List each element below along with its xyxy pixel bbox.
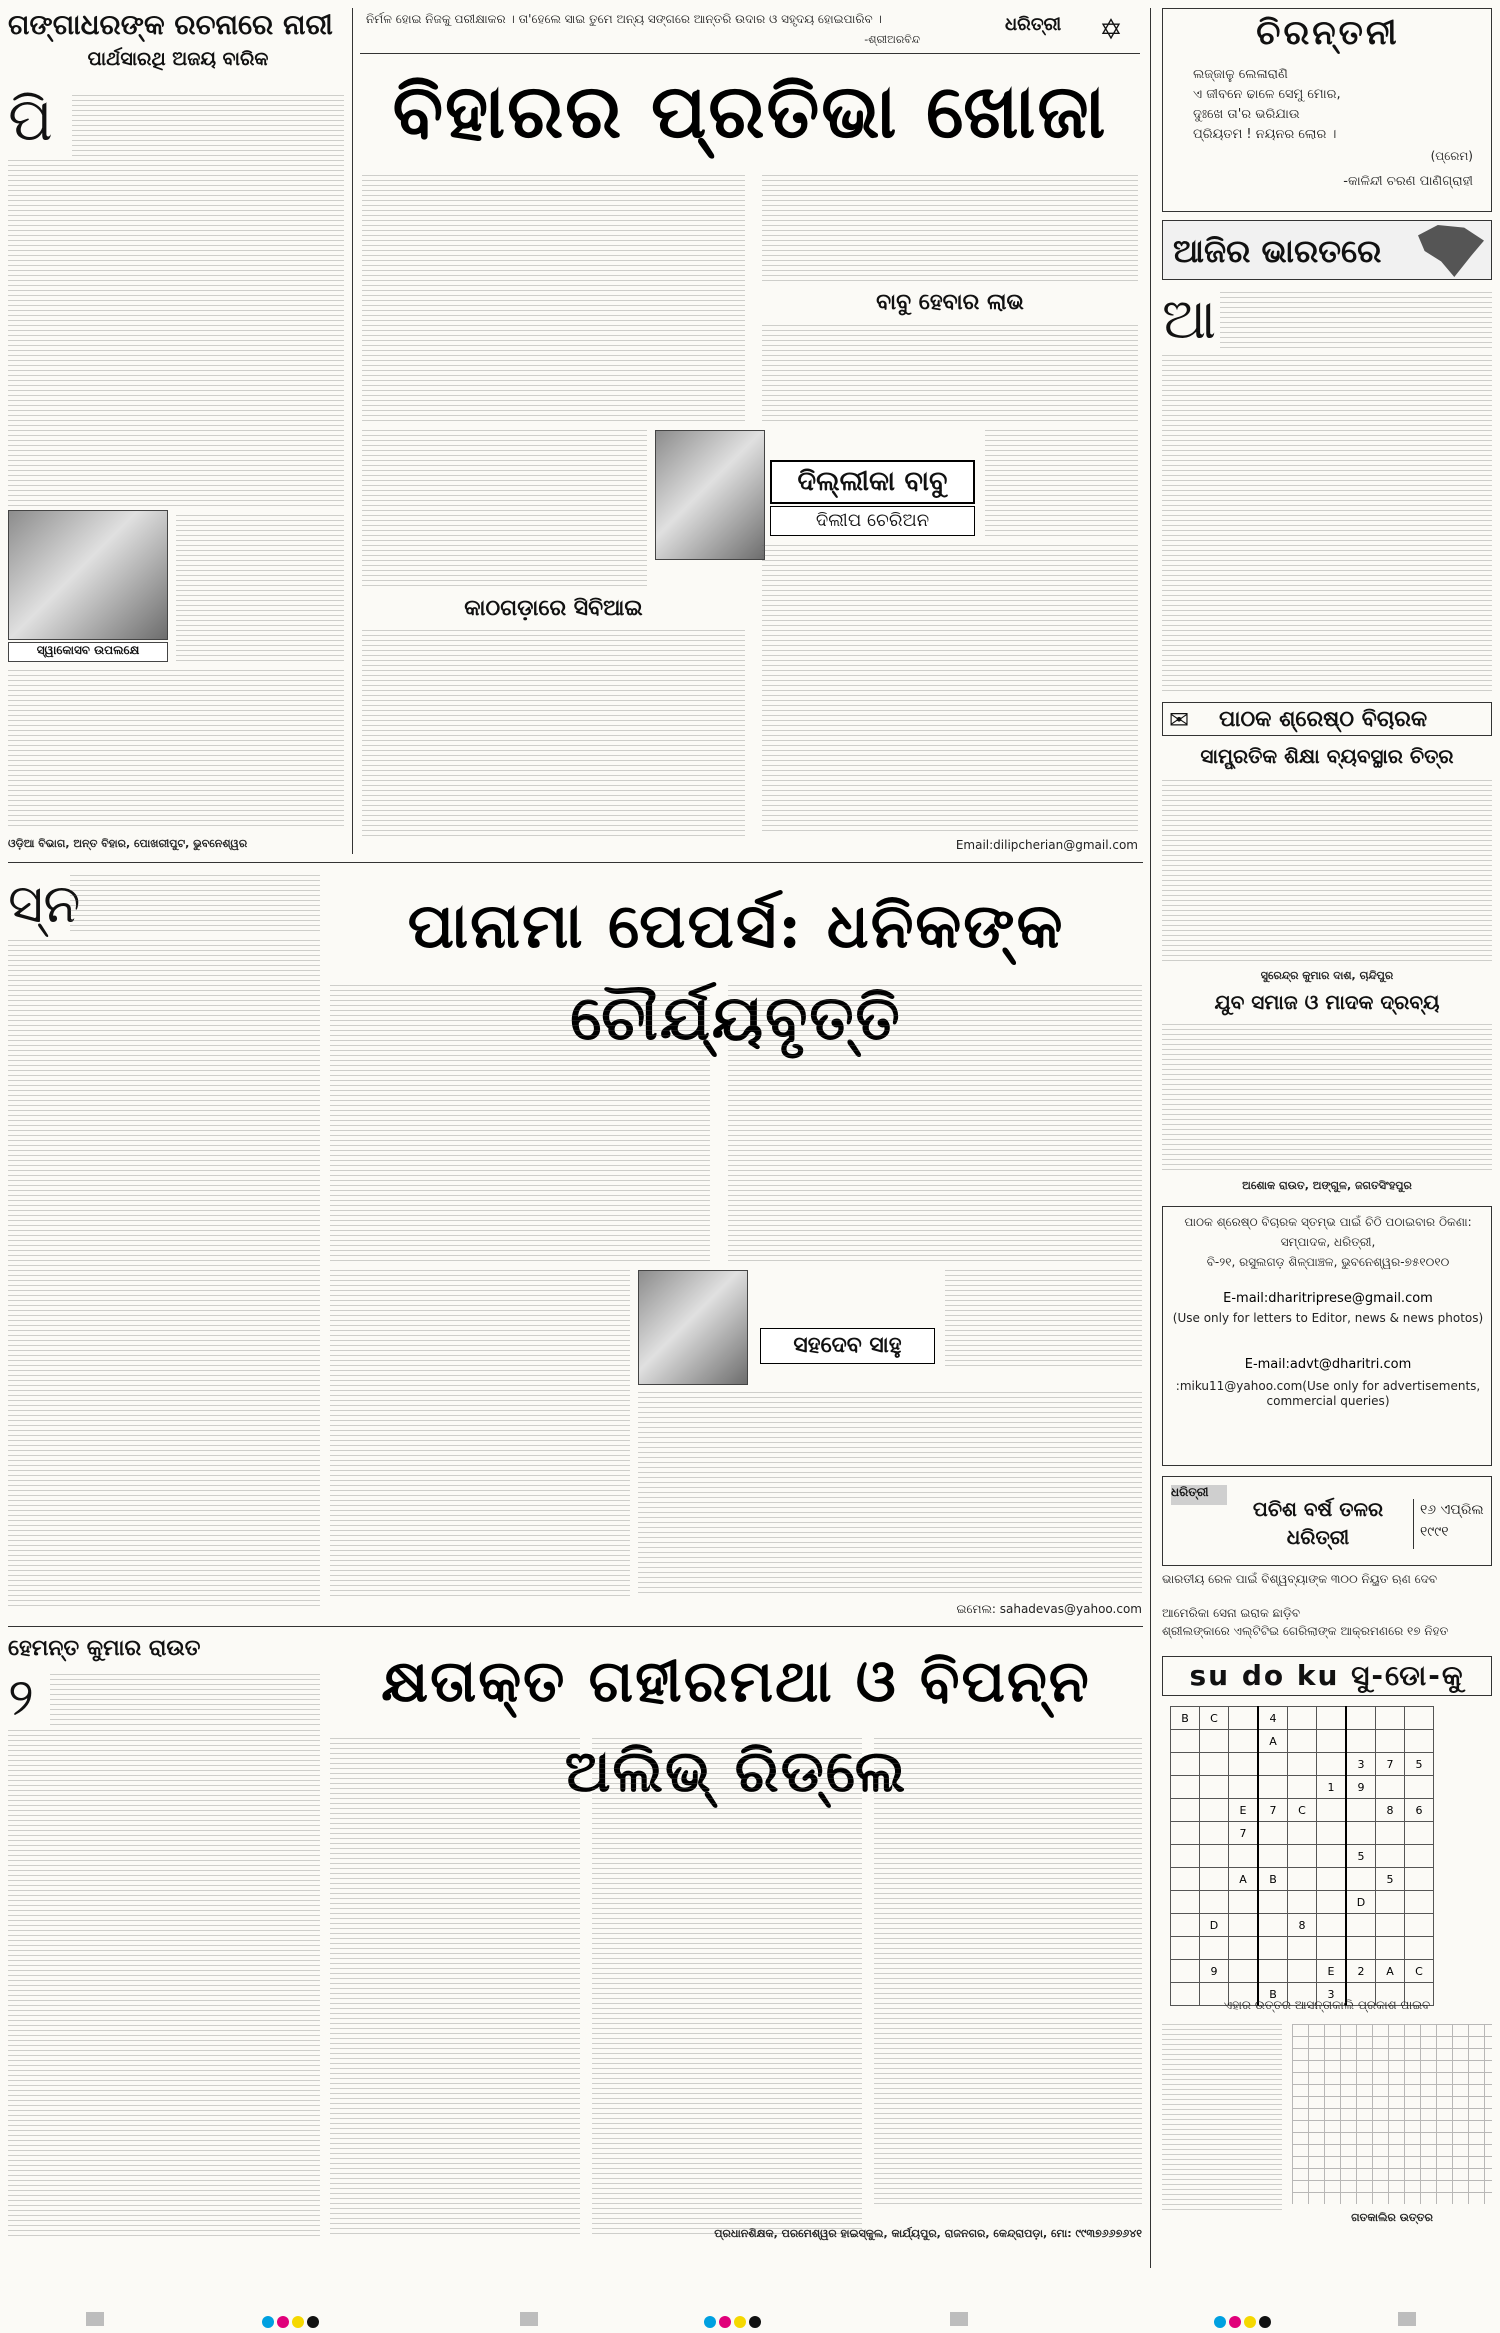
sudoku-cell: [1288, 1822, 1317, 1845]
sudoku-cell: [1258, 1891, 1288, 1914]
dharitri-mini-logo: ଧରିତ୍ରୀ: [1171, 1485, 1227, 1505]
sudoku-cell: [1171, 1914, 1200, 1937]
sudoku-cell: [1317, 1868, 1347, 1891]
sudoku-cell: [1171, 1868, 1200, 1891]
star-logo-icon: ✡: [1099, 13, 1123, 46]
sudoku-cell: A: [1376, 1960, 1405, 1983]
sudoku-cell: 8: [1288, 1914, 1317, 1937]
sudoku-cell: [1376, 1707, 1405, 1730]
sudoku-cell: [1288, 1960, 1317, 1983]
lead-body-lines: [362, 175, 745, 425]
quote-attribution: -ଶ୍ରୀଅରବିନ୍ଦ: [864, 33, 920, 46]
sudoku-cell: [1376, 1845, 1405, 1868]
sudoku-cell: A: [1258, 1730, 1288, 1753]
sudoku-cell: [1346, 1730, 1376, 1753]
sudoku-row: [1171, 1822, 1434, 1845]
print-mark: [520, 2312, 538, 2326]
sudoku-cell: [1376, 1937, 1405, 1960]
section-divider: [8, 862, 1143, 863]
sudoku-row: [1171, 1776, 1434, 1799]
sudoku-cell: [1346, 1868, 1376, 1891]
chirantani-box: [1162, 8, 1492, 212]
sudoku-cell: [1346, 1707, 1376, 1730]
sudoku-note: ଏହାର ଉତ୍ତର ଆସନ୍ତାକାଲି ପ୍ରକାଶ ପାଇବ: [1223, 1998, 1431, 2012]
lead-body-lines: [762, 545, 1138, 835]
bottom-author: ହେମନ୍ତ କୁମାର ରାଉତ: [8, 1636, 201, 1661]
letter-author: ସୁରେନ୍ଦ୍ର କୁମାର ଦାଶ, ଚାନ୍ଦିପୁର: [1260, 969, 1394, 982]
sudoku-cell: [1317, 1730, 1347, 1753]
sudoku-cell: 5: [1346, 1845, 1376, 1868]
letter-title: ସାମ୍ପ୍ରତିକ ଶିକ୍ଷା ବ୍ୟବସ୍ଥାର ଚିତ୍ର: [1200, 744, 1454, 768]
sudoku-cell: A: [1229, 1868, 1259, 1891]
lead-body-lines: [362, 430, 647, 590]
sudoku-cell: [1405, 1730, 1434, 1753]
bottom-body-lines: [592, 1738, 862, 2238]
sudoku-cell: [1288, 1707, 1317, 1730]
india-map-icon: [1418, 225, 1484, 277]
panama-body-lines: [330, 1270, 630, 1600]
sudoku-cell: 2: [1346, 1960, 1376, 1983]
bottom-footer: ପ୍ରଧାନଶିକ୍ଷକ, ପରମେଶ୍ୱର ହାଇସ୍କୁଲ, କାର୍ଯ୍ୟପୁର, ରାଜନଗର, କେନ୍ଦ୍ରାପଡ଼ା, ମୋ: ୯୯୩୭୬୬୭୬୪୧: [714, 2227, 1142, 2240]
sudoku-cell: [1171, 1776, 1200, 1799]
sudoku-cell: 9: [1346, 1776, 1376, 1799]
article-footer: ଓଡ଼ିଆ ବିଭାଗ, ଅନ୍ତ ବିହାର, ପୋଖରୀପୁଟ, ଭୁବନେଶ୍ୱର: [8, 837, 248, 850]
sudoku-cell: [1258, 1822, 1288, 1845]
sudoku-cell: [1200, 1868, 1229, 1891]
sudoku-cell: [1229, 1753, 1259, 1776]
panama-headline: ପାନାମା ପେପର୍ସ: ଧନିକଙ୍କ ଚୌର୍ଯ୍ୟବୃତ୍ତି: [407, 889, 1065, 1054]
drop-cap: ପି: [8, 85, 53, 155]
panama-body-lines: [8, 940, 320, 1610]
sudoku-cell: 1: [1317, 1776, 1347, 1799]
sudoku-cell: 7: [1258, 1799, 1288, 1822]
sudoku-cell: [1317, 1845, 1347, 1868]
sudoku-cell: [1200, 1845, 1229, 1868]
contact-line: ବି-୨୧, ରସୁଲଗଡ଼ ଶିଳ୍ପାଞ୍ଚଳ, ଭୁବନେଶ୍ୱର-୭୫୧୦୧୦: [1206, 1255, 1450, 1269]
print-mark: [1398, 2312, 1416, 2326]
sudoku-cell: [1171, 1960, 1200, 1983]
right-body-lines: [1162, 355, 1492, 695]
column-divider: [1150, 8, 1151, 2268]
columnist-photo: [655, 430, 765, 560]
letter-body-lines: [1162, 780, 1492, 965]
quote-text: ନିର୍ମଳ ହୋଇ ନିଜକୁ ପରୀକ୍ଷାକର । ତା'ହେଲେ ସାଇ ତୁମେ ଅନ୍ୟ ସଙ୍ଗରେ ଆନ୍ତରି ଉଦାର ଓ ସହୃଦୟ ହୋଇପାରିବ ।: [366, 12, 882, 26]
article-title: ଗଙ୍ଗାଧରଙ୍କ ରଚନାରେ ନାରୀ: [8, 8, 333, 41]
poem-line: ପ୍ରିୟତମ ! ନୟନର ଲୋର ।: [1193, 127, 1337, 142]
letter-title: ଯୁବ ସମାଜ ଓ ମାଦକ ଦ୍ରବ୍ୟ: [1214, 990, 1440, 1014]
poet-name: -କାଳିନ୍ଦୀ ଚରଣ ପାଣିଗ୍ରାହୀ: [1343, 174, 1473, 189]
letter-body-lines: [1162, 1024, 1492, 1174]
sudoku-cell: [1405, 1776, 1434, 1799]
sudoku-row: [1171, 1707, 1434, 1730]
right-body-lines: [1220, 292, 1492, 352]
article-body-lines: [8, 670, 344, 830]
contact-box: [1162, 1206, 1492, 1466]
sudoku-cell: C: [1288, 1799, 1317, 1822]
pathaka-title: ପାଠକ ଶ୍ରେଷ୍ଠ ବିଚାରକ: [1219, 707, 1428, 732]
sudoku-cell: [1317, 1937, 1347, 1960]
column-author: ଦିଲୀପ ଚେରିଅନ: [770, 506, 975, 536]
sudoku-cell: [1200, 1776, 1229, 1799]
sudoku-cell: [1258, 1753, 1288, 1776]
solution-caption: ଗତକାଲିର ଉତ୍ତର: [1351, 2211, 1433, 2224]
lead-body-lines: [762, 325, 1138, 425]
sudoku-cell: [1229, 1937, 1259, 1960]
contact-line: ସମ୍ପାଦକ, ଧରିତ୍ରୀ,: [1280, 1235, 1376, 1249]
sudoku-cell: C: [1200, 1707, 1229, 1730]
sudoku-cell: [1346, 1937, 1376, 1960]
subhead-babu: ବାବୁ ହେବାର ଲାଭ: [876, 290, 1024, 315]
sudoku-cell: [1288, 1753, 1317, 1776]
drop-cap: ଆ: [1162, 287, 1217, 352]
pachisa-title: ପଚିଶ ବର୍ଷ ତଳର ଧରିତ୍ରୀ: [1252, 1497, 1384, 1549]
columnist-email: Email:dilipcherian@gmail.com: [955, 838, 1138, 852]
envelope-icon: ✉: [1169, 706, 1190, 734]
article-body-lines: [8, 160, 72, 510]
sudoku-cell: [1317, 1799, 1347, 1822]
previous-solution-grid: [1292, 2024, 1492, 2204]
sudoku-row: [1171, 1868, 1434, 1891]
bottom-body-lines: [874, 1738, 1142, 2208]
sudoku-cell: [1229, 1707, 1259, 1730]
poem-line: ଏ ଜୀବନେ ଢାଳେ ସେମୁ ମୋର,: [1193, 87, 1341, 102]
sudoku-cell: [1229, 1776, 1259, 1799]
sudoku-cell: [1229, 1845, 1259, 1868]
drop-cap: ସ୍ନ: [8, 872, 81, 935]
sudoku-cell: D: [1346, 1891, 1376, 1914]
sudoku-cell: [1346, 1799, 1376, 1822]
bottom-headline: କ୍ଷତାକ୍ତ ଗହୀରମଥା ଓ ବିପନ୍ନ ଅଲିଭ୍ ରିଡ୍‌ଲେ: [381, 1647, 1091, 1805]
sudoku-cell: [1405, 1868, 1434, 1891]
sudoku-row: [1171, 1730, 1434, 1753]
sudoku-title: su do ku ସୁ-ଡୋ-କୁ: [1162, 1656, 1492, 1696]
sudoku-cell: [1376, 1914, 1405, 1937]
sudoku-cell: [1288, 1776, 1317, 1799]
sudoku-cell: [1258, 1914, 1288, 1937]
sudoku-cell: [1376, 1891, 1405, 1914]
sudoku-cell: [1376, 1822, 1405, 1845]
sudoku-cell: 6: [1405, 1799, 1434, 1822]
sudoku-cell: [1171, 1822, 1200, 1845]
advt-email-link[interactable]: E-mail:advt@dharitri.com: [1244, 1357, 1412, 1372]
lead-body-lines: [762, 175, 1138, 285]
drop-cap: ୨: [8, 1668, 34, 1728]
author-portrait-photo: [8, 510, 168, 640]
letter-author: ଅଶୋକ ରାଉତ, ଅଙ୍ଗୁଳ, ଜଗତସିଂହପୁର: [1242, 1179, 1412, 1192]
sudoku-cell: [1405, 1707, 1434, 1730]
contact-line: ପାଠକ ଶ୍ରେଷ୍ଠ ବିଚାରକ ସ୍ତମ୍ଭ ପାଇଁ ଚିଠି ପଠାଇବାର ଠିକଣା:: [1184, 1215, 1472, 1229]
panama-email: ଇମେଲ: sahadevas@yahoo.com: [956, 1602, 1142, 1616]
sudoku-row: [1171, 1914, 1434, 1937]
pathaka-banner: [1162, 702, 1492, 736]
pachisa-item: ଭାରତୀୟ ରେଳ ପାଇଁ ବିଶ୍ୱବ୍ୟାଙ୍କ ୩୦୦ ନିୟୁତ ଋଣ ଦେବ: [1162, 1572, 1438, 1586]
sudoku-cell: [1405, 1891, 1434, 1914]
sudoku-cell: E: [1317, 1960, 1347, 1983]
sudoku-cell: [1258, 1776, 1288, 1799]
sudoku-cell: [1171, 1845, 1200, 1868]
sudoku-cell: [1229, 1960, 1259, 1983]
ajira-bharat-title: ଆଜିର ଭାରତରେ: [1173, 232, 1382, 270]
sudoku-cell: 8: [1376, 1799, 1405, 1822]
pachisa-date: ୧୬ ଏପ୍ରିଲ ୧୯୯୧: [1413, 1499, 1487, 1549]
pachisa-box: [1162, 1476, 1492, 1566]
article-author: ପାର୍ଥସାରଥି ଅଜୟ ବାରିକ: [87, 48, 269, 70]
sudoku-cell: [1258, 1937, 1288, 1960]
sudoku-cell: 7: [1229, 1822, 1259, 1845]
dharitri-logo: ଧରିତ୍ରୀ: [1005, 14, 1062, 35]
sudoku-cell: B: [1258, 1868, 1288, 1891]
sudoku-cell: D: [1200, 1914, 1229, 1937]
sudoku-cell: 9: [1200, 1960, 1229, 1983]
sudoku-row: [1171, 1891, 1434, 1914]
pachisa-item: ଶ୍ରୀଲଙ୍କାରେ ଏଲ୍‌ଟିଟିଇ ଗେରିଲାଙ୍କ ଆକ୍ରମଣରେ ୧୭ ନିହତ: [1162, 1624, 1449, 1638]
sudoku-instructions-lines: [1162, 2024, 1282, 2214]
sudoku-cell: B: [1258, 1983, 1288, 2006]
panama-author: ସହଦେବ ସାହୁ: [760, 1328, 935, 1364]
cmyk-mark: [1214, 2313, 1284, 2327]
cmyk-mark: [262, 2313, 332, 2327]
sudoku-cell: [1288, 1868, 1317, 1891]
sudoku-cell: [1258, 1845, 1288, 1868]
advt-email-note: :miku11@yahoo.com(Use only for advertisements, commercial queries): [1175, 1379, 1481, 1408]
sudoku-cell: [1288, 1730, 1317, 1753]
print-mark: [950, 2312, 968, 2326]
sudoku-row: [1171, 1937, 1434, 1960]
sudoku-cell: 5: [1376, 1868, 1405, 1891]
sudoku-cell: [1405, 1845, 1434, 1868]
sudoku-cell: [1171, 1799, 1200, 1822]
letters-email-note: (Use only for letters to Editor, news & news photos): [1172, 1311, 1484, 1325]
sudoku-cell: [1317, 1891, 1347, 1914]
section-divider: [8, 1626, 1143, 1627]
sudoku-cell: [1200, 1730, 1229, 1753]
sudoku-cell: [1171, 1891, 1200, 1914]
sudoku-cell: 7: [1376, 1753, 1405, 1776]
sudoku-cell: [1405, 1822, 1434, 1845]
cmyk-mark: [704, 2313, 774, 2327]
sudoku-cell: 3: [1346, 1753, 1376, 1776]
top-left-article: [8, 8, 348, 70]
lead-body-lines: [985, 430, 1138, 540]
letters-email-link[interactable]: E-mail:dharitriprese@gmail.com: [1223, 1291, 1433, 1306]
sudoku-cell: [1229, 1891, 1259, 1914]
sudoku-cell: [1405, 1937, 1434, 1960]
bottom-body-lines: [50, 1674, 320, 1726]
sudoku-cell: E: [1229, 1799, 1259, 1822]
sudoku-cell: 5: [1405, 1753, 1434, 1776]
sudoku-cell: 3: [1317, 1983, 1347, 2006]
sudoku-row: [1171, 1753, 1434, 1776]
sudoku-row: [1171, 1799, 1434, 1822]
article-body-lines: [176, 515, 344, 665]
panama-body-lines: [638, 1392, 1142, 1597]
quote-bar: [360, 8, 1140, 54]
article-body-lines: [72, 95, 344, 510]
sudoku-cell: [1346, 1914, 1376, 1937]
sudoku-cell: [1171, 1753, 1200, 1776]
sudoku-cell: [1200, 1891, 1229, 1914]
sudoku-cell: [1288, 1937, 1317, 1960]
sudoku-row: [1171, 1960, 1434, 1983]
sudoku-row: [1171, 1845, 1434, 1868]
bottom-body-lines: [330, 1738, 580, 2238]
sudoku-cell: [1405, 1914, 1434, 1937]
poem-source: (ପ୍ରେମ): [1430, 149, 1473, 163]
sudoku-cell: 4: [1258, 1707, 1288, 1730]
column-title: ଦିଲ୍ଲୀକା ବାବୁ: [770, 460, 975, 504]
panama-body-lines: [945, 1270, 1142, 1370]
sudoku-grid: [1170, 1706, 1434, 2006]
sudoku-cell: [1171, 1730, 1200, 1753]
pachisa-item: ଆମେରିକା ସେନା ଇରାକ ଛାଡ଼ିବ: [1162, 1606, 1301, 1620]
sudoku-cell: [1229, 1914, 1259, 1937]
sudoku-cell: [1200, 1937, 1229, 1960]
print-mark: [86, 2312, 104, 2326]
sudoku-cell: [1317, 1707, 1347, 1730]
panama-body-lines: [70, 875, 320, 931]
lead-headline: ବିହାରର ପ୍ରତିଭା ଖୋଜା: [392, 69, 1108, 155]
poem-line: ଦୁଃଖେ ତା'ର ଭରିଯାଉ: [1193, 107, 1300, 122]
panama-body-lines: [330, 985, 710, 1265]
lead-body-lines: [362, 630, 745, 840]
panama-body-lines: [728, 985, 1142, 1265]
ajira-bharat-banner: [1162, 220, 1492, 280]
photo-caption: ସ୍ୱାକୋସବ ଉପଲକ୍ଷେ: [8, 642, 168, 662]
sudoku-cell: [1258, 1960, 1288, 1983]
poem-line: ଲଜ୍ଜାଳୁ ଲେଳାରାଣି: [1193, 67, 1288, 82]
sudoku-cell: [1200, 1753, 1229, 1776]
sudoku-cell: [1200, 1799, 1229, 1822]
sudoku-cell: [1171, 1937, 1200, 1960]
sudoku-cell: C: [1405, 1960, 1434, 1983]
author-photo: [638, 1270, 748, 1385]
bottom-body-lines: [8, 1730, 320, 2240]
sudoku-cell: [1346, 1822, 1376, 1845]
sudoku-cell: [1317, 1822, 1347, 1845]
sudoku-cell: [1317, 1753, 1347, 1776]
sudoku-cell: B: [1171, 1707, 1200, 1730]
sudoku-cell: [1288, 1891, 1317, 1914]
subhead-cbi: କାଠଗଡ଼ାରେ ସିବିଆଇ: [464, 596, 643, 621]
chirantani-title: ଚିରନ୍ତନୀ: [1256, 13, 1400, 53]
sudoku-cell: [1376, 1776, 1405, 1799]
sudoku-cell: [1288, 1845, 1317, 1868]
sudoku-cell: [1376, 1730, 1405, 1753]
column-divider: [352, 8, 353, 854]
sudoku-cell: [1317, 1914, 1347, 1937]
sudoku-cell: [1229, 1730, 1259, 1753]
sudoku-cell: [1200, 1822, 1229, 1845]
